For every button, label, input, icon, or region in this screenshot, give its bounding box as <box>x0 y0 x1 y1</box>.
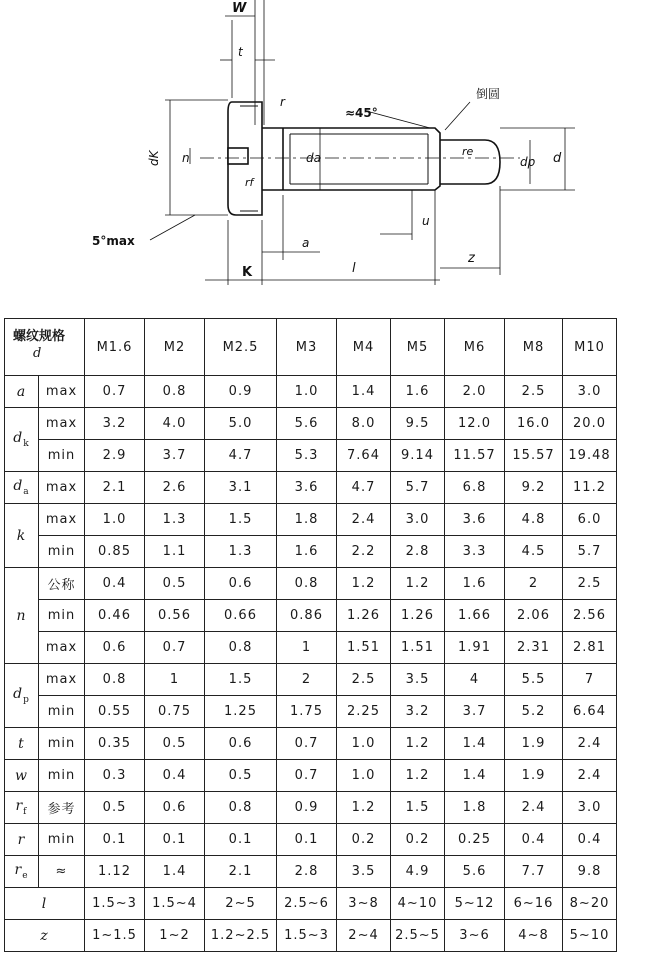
value-cell: 3.3 <box>445 536 505 568</box>
value-cell: 2.0 <box>445 376 505 408</box>
value-cell: 0.9 <box>205 376 277 408</box>
table-row <box>5 504 617 536</box>
value-cell: 1.4 <box>445 760 505 792</box>
value-cell: 0.35 <box>85 728 145 760</box>
value-cell: 1.6 <box>391 376 445 408</box>
value-cell: 3~8 <box>337 888 391 920</box>
label-dp: dp <box>520 155 536 169</box>
table-row <box>5 792 617 824</box>
table-row <box>5 856 617 888</box>
value-cell: 6.64 <box>563 696 617 728</box>
value-cell: 1.2~2.5 <box>205 920 277 952</box>
size-header: M2.5 <box>205 319 277 376</box>
value-cell: 0.85 <box>85 536 145 568</box>
value-cell: 1.5~3 <box>277 920 337 952</box>
label-u: u <box>422 214 430 228</box>
table-row <box>5 760 617 792</box>
value-cell: 1.8 <box>445 792 505 824</box>
value-cell: 4.0 <box>145 408 205 440</box>
label-a: a <box>302 236 310 250</box>
limit-label: max <box>39 664 85 696</box>
value-cell: 2~4 <box>337 920 391 952</box>
value-cell: 1.66 <box>445 600 505 632</box>
value-cell: 1.6 <box>277 536 337 568</box>
size-header: M6 <box>445 319 505 376</box>
label-rf: rf <box>245 176 254 189</box>
parameter-symbol <box>5 824 39 856</box>
value-cell: 12.0 <box>445 408 505 440</box>
screw-technical-drawing <box>0 0 646 300</box>
label-chamfer: 倒圆 <box>476 87 501 101</box>
value-cell: 0.2 <box>337 824 391 856</box>
value-cell: 1.51 <box>337 632 391 664</box>
parameter-symbol <box>5 568 39 664</box>
value-cell: 1.3 <box>205 536 277 568</box>
label-l: l <box>352 261 356 276</box>
label-dk: dK <box>147 150 161 166</box>
size-header: M1.6 <box>85 319 145 376</box>
value-cell: 2.9 <box>85 440 145 472</box>
value-cell: 4.9 <box>391 856 445 888</box>
value-cell: 9.2 <box>505 472 563 504</box>
table-row <box>5 568 617 600</box>
value-cell: 1 <box>145 664 205 696</box>
value-cell: 0.2 <box>391 824 445 856</box>
limit-label: 参考 <box>39 792 85 824</box>
value-cell: 1.8 <box>277 504 337 536</box>
symbol-rendered: a <box>16 383 27 400</box>
value-cell: 2.5 <box>337 664 391 696</box>
parameter-symbol <box>5 888 85 920</box>
parameter-symbol <box>5 376 39 408</box>
slot-outline <box>228 148 248 164</box>
symbol-rendered: $r_f$ <box>15 798 28 817</box>
value-cell: 1.1 <box>145 536 205 568</box>
value-cell: 0.1 <box>85 824 145 856</box>
value-cell: 1.3 <box>145 504 205 536</box>
value-cell: 9.8 <box>563 856 617 888</box>
value-cell: 3.1 <box>205 472 277 504</box>
value-cell: 1.2 <box>337 568 391 600</box>
limit-label: min <box>39 536 85 568</box>
symbol-rendered: l <box>41 895 48 912</box>
value-cell: 5.0 <box>205 408 277 440</box>
symbol-rendered: r <box>17 831 26 848</box>
limit-label: max <box>39 472 85 504</box>
limit-label: max <box>39 504 85 536</box>
limit-label: 公称 <box>39 568 85 600</box>
value-cell: 2.5 <box>505 376 563 408</box>
symbol-rendered: w <box>15 767 28 784</box>
value-cell: 3.2 <box>85 408 145 440</box>
value-cell: 2.4 <box>563 728 617 760</box>
value-cell: 0.8 <box>145 376 205 408</box>
parameter-symbol <box>5 856 39 888</box>
value-cell: 0.3 <box>85 760 145 792</box>
value-cell: 0.6 <box>205 568 277 600</box>
value-cell: 3.6 <box>277 472 337 504</box>
value-cell: 0.8 <box>205 632 277 664</box>
value-cell: 0.8 <box>85 664 145 696</box>
value-cell: 1 <box>277 632 337 664</box>
parameter-symbol <box>5 920 85 952</box>
value-cell: 11.57 <box>445 440 505 472</box>
value-cell: 1.9 <box>505 760 563 792</box>
table-row <box>5 664 617 696</box>
value-cell: 1~1.5 <box>85 920 145 952</box>
value-cell: 0.4 <box>85 568 145 600</box>
diameter-label: d <box>33 346 43 361</box>
parameter-symbol <box>5 504 39 568</box>
value-cell: 0.7 <box>277 760 337 792</box>
table-row <box>5 440 617 472</box>
value-cell: 0.55 <box>85 696 145 728</box>
label-r: r <box>280 95 285 109</box>
value-cell: 2.8 <box>277 856 337 888</box>
value-cell: 0.75 <box>145 696 205 728</box>
value-cell: 0.6 <box>205 728 277 760</box>
value-cell: 2.5~5 <box>391 920 445 952</box>
value-cell: 4~10 <box>391 888 445 920</box>
value-cell: 0.1 <box>277 824 337 856</box>
limit-label: min <box>39 728 85 760</box>
value-cell: 5.7 <box>391 472 445 504</box>
label-z: z <box>468 251 475 266</box>
value-cell: 1.5 <box>205 504 277 536</box>
label-d: d <box>553 151 562 166</box>
value-cell: 0.4 <box>505 824 563 856</box>
value-cell: 2.2 <box>337 536 391 568</box>
table-row <box>5 536 617 568</box>
value-cell: 8~20 <box>563 888 617 920</box>
table-row <box>5 376 617 408</box>
value-cell: 7 <box>563 664 617 696</box>
value-cell: 4 <box>445 664 505 696</box>
value-cell: 2 <box>277 664 337 696</box>
value-cell: 5.6 <box>277 408 337 440</box>
limit-label: min <box>39 696 85 728</box>
limit-label: ≈ <box>39 856 85 888</box>
value-cell: 0.1 <box>205 824 277 856</box>
value-cell: 5.3 <box>277 440 337 472</box>
value-cell: 2.1 <box>205 856 277 888</box>
label-5max: 5°max <box>92 234 135 248</box>
table-body <box>5 376 617 952</box>
value-cell: 0.7 <box>85 376 145 408</box>
value-cell: 2.31 <box>505 632 563 664</box>
value-cell: 2.25 <box>337 696 391 728</box>
thread-spec-label: 螺纹规格 <box>13 329 66 344</box>
value-cell: 3.5 <box>337 856 391 888</box>
value-cell: 1.5~3 <box>85 888 145 920</box>
value-cell: 2 <box>505 568 563 600</box>
value-cell: 1.9 <box>505 728 563 760</box>
value-cell: 4.8 <box>505 504 563 536</box>
value-cell: 4.5 <box>505 536 563 568</box>
value-cell: 1.26 <box>391 600 445 632</box>
parameter-symbol <box>5 664 39 728</box>
value-cell: 3.5 <box>391 664 445 696</box>
value-cell: 9.5 <box>391 408 445 440</box>
shank-outline <box>262 128 440 190</box>
value-cell: 1.5~4 <box>145 888 205 920</box>
value-cell: 6.0 <box>563 504 617 536</box>
parameter-symbol <box>5 728 39 760</box>
label-re: re <box>462 145 474 158</box>
value-cell: 3.6 <box>445 504 505 536</box>
symbol-rendered: z <box>40 927 49 944</box>
table-row <box>5 632 617 664</box>
limit-label: max <box>39 376 85 408</box>
value-cell: 1.51 <box>391 632 445 664</box>
limit-label: max <box>39 408 85 440</box>
parameter-symbol <box>5 792 39 824</box>
limit-label: max <box>39 632 85 664</box>
value-cell: 4.7 <box>205 440 277 472</box>
value-cell: 0.6 <box>145 792 205 824</box>
value-cell: 0.7 <box>145 632 205 664</box>
symbol-rendered: $d_a$ <box>13 478 30 497</box>
value-cell: 5.6 <box>445 856 505 888</box>
value-cell: 1.0 <box>337 728 391 760</box>
size-header: M2 <box>145 319 205 376</box>
label-t: t <box>238 45 243 59</box>
value-cell: 0.4 <box>145 760 205 792</box>
value-cell: 1.2 <box>391 728 445 760</box>
value-cell: 5~10 <box>563 920 617 952</box>
value-cell: 6~16 <box>505 888 563 920</box>
value-cell: 0.7 <box>277 728 337 760</box>
size-header: M4 <box>337 319 391 376</box>
value-cell: 3.7 <box>145 440 205 472</box>
value-cell: 2.56 <box>563 600 617 632</box>
value-cell: 0.8 <box>205 792 277 824</box>
value-cell: 20.0 <box>563 408 617 440</box>
value-cell: 2.4 <box>563 760 617 792</box>
value-cell: 2.06 <box>505 600 563 632</box>
value-cell: 1.6 <box>445 568 505 600</box>
parameter-symbol <box>5 760 39 792</box>
label-w: W <box>232 1 247 16</box>
label-angle: ≈45° <box>345 106 378 120</box>
table-row <box>5 408 617 440</box>
value-cell: 0.9 <box>277 792 337 824</box>
value-cell: 3.7 <box>445 696 505 728</box>
value-cell: 1.75 <box>277 696 337 728</box>
value-cell: 19.48 <box>563 440 617 472</box>
value-cell: 2.4 <box>337 504 391 536</box>
value-cell: 1.5 <box>205 664 277 696</box>
value-cell: 7.7 <box>505 856 563 888</box>
table-row <box>5 696 617 728</box>
specification-table <box>4 318 617 952</box>
value-cell: 5.2 <box>505 696 563 728</box>
size-header: M8 <box>505 319 563 376</box>
value-cell: 1.4 <box>145 856 205 888</box>
value-cell: 3.0 <box>563 792 617 824</box>
value-cell: 1.12 <box>85 856 145 888</box>
value-cell: 1.2 <box>391 760 445 792</box>
value-cell: 2.5 <box>563 568 617 600</box>
value-cell: 5.7 <box>563 536 617 568</box>
table-row <box>5 472 617 504</box>
value-cell: 5.5 <box>505 664 563 696</box>
value-cell: 16.0 <box>505 408 563 440</box>
size-header: M5 <box>391 319 445 376</box>
value-cell: 0.5 <box>145 568 205 600</box>
value-cell: 2.6 <box>145 472 205 504</box>
limit-label: min <box>39 824 85 856</box>
symbol-rendered: n <box>16 607 27 624</box>
value-cell: 0.5 <box>205 760 277 792</box>
value-cell: 1~2 <box>145 920 205 952</box>
value-cell: 7.64 <box>337 440 391 472</box>
value-cell: 1.26 <box>337 600 391 632</box>
symbol-rendered: t <box>18 735 25 752</box>
thread-spec-header <box>5 319 85 376</box>
label-da: da <box>306 151 321 165</box>
value-cell: 4.7 <box>337 472 391 504</box>
value-cell: 11.2 <box>563 472 617 504</box>
limit-label: min <box>39 600 85 632</box>
value-cell: 1.91 <box>445 632 505 664</box>
limit-label: min <box>39 760 85 792</box>
value-cell: 0.5 <box>145 728 205 760</box>
value-cell: 2.1 <box>85 472 145 504</box>
value-cell: 0.6 <box>85 632 145 664</box>
value-cell: 1.2 <box>337 792 391 824</box>
table-row <box>5 888 617 920</box>
value-cell: 0.86 <box>277 600 337 632</box>
value-cell: 5~12 <box>445 888 505 920</box>
parameter-symbol <box>5 408 39 472</box>
value-cell: 3.2 <box>391 696 445 728</box>
table-row <box>5 600 617 632</box>
header-row <box>5 319 617 376</box>
label-k: K <box>242 265 253 280</box>
value-cell: 15.57 <box>505 440 563 472</box>
table-row <box>5 920 617 952</box>
symbol-rendered: k <box>16 527 27 544</box>
value-cell: 9.14 <box>391 440 445 472</box>
value-cell: 3~6 <box>445 920 505 952</box>
table-row <box>5 824 617 856</box>
symbol-rendered: $r_e$ <box>14 862 29 881</box>
symbol-rendered: $d_p$ <box>13 686 30 705</box>
value-cell: 2~5 <box>205 888 277 920</box>
value-cell: 0.4 <box>563 824 617 856</box>
value-cell: 0.5 <box>85 792 145 824</box>
label-n: n <box>182 151 190 165</box>
value-cell: 3.0 <box>563 376 617 408</box>
value-cell: 1.0 <box>85 504 145 536</box>
value-cell: 2.8 <box>391 536 445 568</box>
value-cell: 0.66 <box>205 600 277 632</box>
value-cell: 1.0 <box>337 760 391 792</box>
value-cell: 1.0 <box>277 376 337 408</box>
value-cell: 2.5~6 <box>277 888 337 920</box>
value-cell: 1.2 <box>391 568 445 600</box>
table-row <box>5 728 617 760</box>
value-cell: 6.8 <box>445 472 505 504</box>
value-cell: 1.4 <box>337 376 391 408</box>
value-cell: 0.8 <box>277 568 337 600</box>
value-cell: 1.4 <box>445 728 505 760</box>
value-cell: 4~8 <box>505 920 563 952</box>
symbol-rendered: $d_k$ <box>13 430 30 449</box>
size-header: M10 <box>563 319 617 376</box>
value-cell: 2.81 <box>563 632 617 664</box>
parameter-symbol <box>5 472 39 504</box>
value-cell: 2.4 <box>505 792 563 824</box>
value-cell: 8.0 <box>337 408 391 440</box>
size-header: M3 <box>277 319 337 376</box>
value-cell: 0.25 <box>445 824 505 856</box>
value-cell: 3.0 <box>391 504 445 536</box>
value-cell: 0.46 <box>85 600 145 632</box>
value-cell: 0.1 <box>145 824 205 856</box>
limit-label: min <box>39 440 85 472</box>
value-cell: 1.5 <box>391 792 445 824</box>
value-cell: 1.25 <box>205 696 277 728</box>
value-cell: 0.56 <box>145 600 205 632</box>
